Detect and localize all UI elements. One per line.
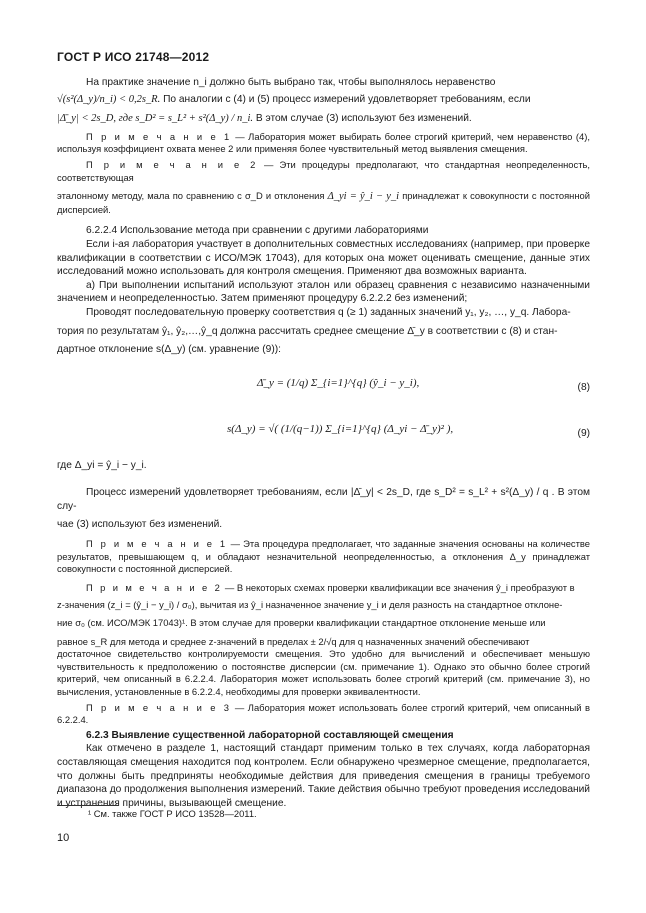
paragraph-inequality: √(s²(Δ_y)/n_i) < 0,2s_R. По аналогии с (4) и (5) процесс измерений удовлетворяет требованиям, если [57, 93, 531, 105]
paragraph-criterion-2: чае (3) используют без изменений. [57, 519, 223, 531]
equation-9-body: s(Δ_y) = √( (1/(q−1)) Σ_{i=1}^{q} (Δ_yi − Δ̄_y)² ), [227, 422, 454, 435]
note-4-line-4: равное s_R для метода и среднее z-значений в пределах ± 2/√q для q назначенных значений обеспечивают [57, 635, 530, 647]
note-4: П р и м е ч а н и е 2 — В некоторых схемах проверки квалификации все значения ŷ_i преобразуют в [86, 581, 575, 593]
note-4-line-2: z-значения (z_i = (ŷ_i − y_i) / σ₀), вычитая из ŷ_i назначенное значение y_i и деля разность на стандартное отклоне- [57, 599, 563, 611]
paragraph-intro: На практике значение n_i должно быть выбрано так, чтобы выполнялось неравенство [86, 77, 496, 88]
note-4-line-3: ние σ₀ (см. ИСО/МЭК 17043)¹. В этом случае для проверки квалификации стандартное отклонение меньше или [57, 617, 546, 629]
note-2-continued: эталонному методу, мала по сравнению с σ_D и отклонения Δ_yi = ŷ_i − y_i принадлежат к совокупности с постоянной дисперсией. [57, 190, 590, 215]
page-content [57, 76, 590, 810]
note-4-line-5: достаточное свидетельство контролируемости смещения. Это удобно для вычислений и обеспечивает меньшую чувствительность к предположению о постоянстве дисперсии (см. примечание 1). Однако это обычно более строгий критерий, чем описанный в 6.2.2.4. Лаборатория может использовать более строгий критерий (см. примечание 3), но вычисления, установленные в 6.2.2.4, необходимы для проверки эквивалентности. [57, 648, 590, 697]
note-5: П р и м е ч а н и е 3 — Лаборатория может использовать более строгий критерий, чем описанный в 6.2.2.4. [57, 701, 590, 726]
paragraph-criterion: Процесс измерений удовлетворяет требованиям, если |Δ̄_y| < 2s_D, где s_D² = s_L² + s²(Δ_y) / q . В этом слу- [57, 487, 590, 512]
equation-8 [57, 371, 590, 405]
paragraph-sequential-check-3: дартное отклонение s(Δ_y) (см. уравнение (9)): [57, 344, 281, 356]
note-2: П р и м е ч а н и е 2 — Эти процедуры предполагают, что стандартная неопределенность, соответствующая [57, 158, 590, 183]
note-3: П р и м е ч а н и е 1 — Эта процедура предполагает, что заданные значения основаны на количестве результатов, превышающем q, и обладают незначительной неопределенностью, а отклонения Δ_y принадлежат совокупности с постоянной дисперсией. [57, 538, 590, 575]
paragraph-condition: |Δ̄_y| < 2s_D, где s_D² = s_L² + s²(Δ_y) / n_i. В этом случае (3) используют без изменений. [57, 113, 472, 125]
inequality-formula: √(s²(Δ_y)/n_i) < 0,2s_R. [57, 93, 161, 105]
condition-formula: |Δ̄_y| < 2s_D, где s_D² = s_L² + s²(Δ_y) / n_i. [57, 113, 253, 125]
footnote-separator [57, 805, 119, 806]
page-number: 10 [57, 832, 70, 844]
page-header: ГОСТ Р ИСО 21748—2012 [57, 50, 210, 64]
paragraph-participation: Если i-ая лаборатория участвует в дополнительных совместных исследованиях (например, при проверке квалификации в соответствии с ИСО/МЭК 17043), для которых она может оценивать смещение, данные этих исследований можно использовать для контроля смещения. Применяют два возможных варианта. [57, 238, 590, 278]
paragraph-lab-bias: Как отмечено в разделе 1, настоящий стандарт применим только в тех случаях, когда лабораторная составляющая смещения находится под контролем. Если обнаружено чрезмерное смещение, предполагается, что должны быть предприняты необходимые действия для приведения смещения в границы требуемого диапазона до продолжения выполнения измерений. Такие действия обычно требуют проведения исследований и устранения причины, вызывающей смещение. [57, 743, 590, 809]
paragraph-option-a: а) При выполнении испытаний используют эталон или образец сравнения с независимо назначенными значением и неопределенностью. Затем применяют процедуру 6.2.2.2 без изменений; [57, 279, 590, 305]
deviation-formula: Δ_yi = ŷ_i − y_i [327, 191, 400, 203]
section-6-2-3-title: 6.2.3 Выявление существенной лабораторной составляющей смещения [86, 729, 454, 741]
where-clause: где Δ_yi = ŷ_i − y_i. [57, 459, 147, 471]
footnote: ¹ См. также ГОСТ Р ИСО 13528—2011. [88, 808, 257, 819]
paragraph-sequential-check-2: тория по результатам ŷ₁, ŷ₂,…,ŷ_q должна рассчитать среднее смещение Δ̄_y в соответствии с (8) и стан- [57, 325, 558, 337]
section-6-2-2-4-title: 6.2.2.4 Использование метода при сравнении с другими лабораториями [86, 225, 429, 237]
equation-9-number: (9) [577, 427, 590, 439]
equation-8-number: (8) [577, 381, 590, 393]
note-1: П р и м е ч а н и е 1 — Лаборатория может выбирать более строгий критерий, чем неравенство (4), используя коэффициент охвата менее 2 или применяя более чувствительный метод выявления смещения. [57, 130, 590, 155]
equation-8-body: Δ̄_y = (1/q) Σ_{i=1}^{q} (ŷ_i − y_i), [257, 376, 420, 389]
equation-9 [57, 417, 590, 451]
paragraph-sequential-check: Проводят последовательную проверку соответствия q (≥ 1) заданных значений y₁, y₂, …, y_q. Лабора- [86, 306, 571, 318]
